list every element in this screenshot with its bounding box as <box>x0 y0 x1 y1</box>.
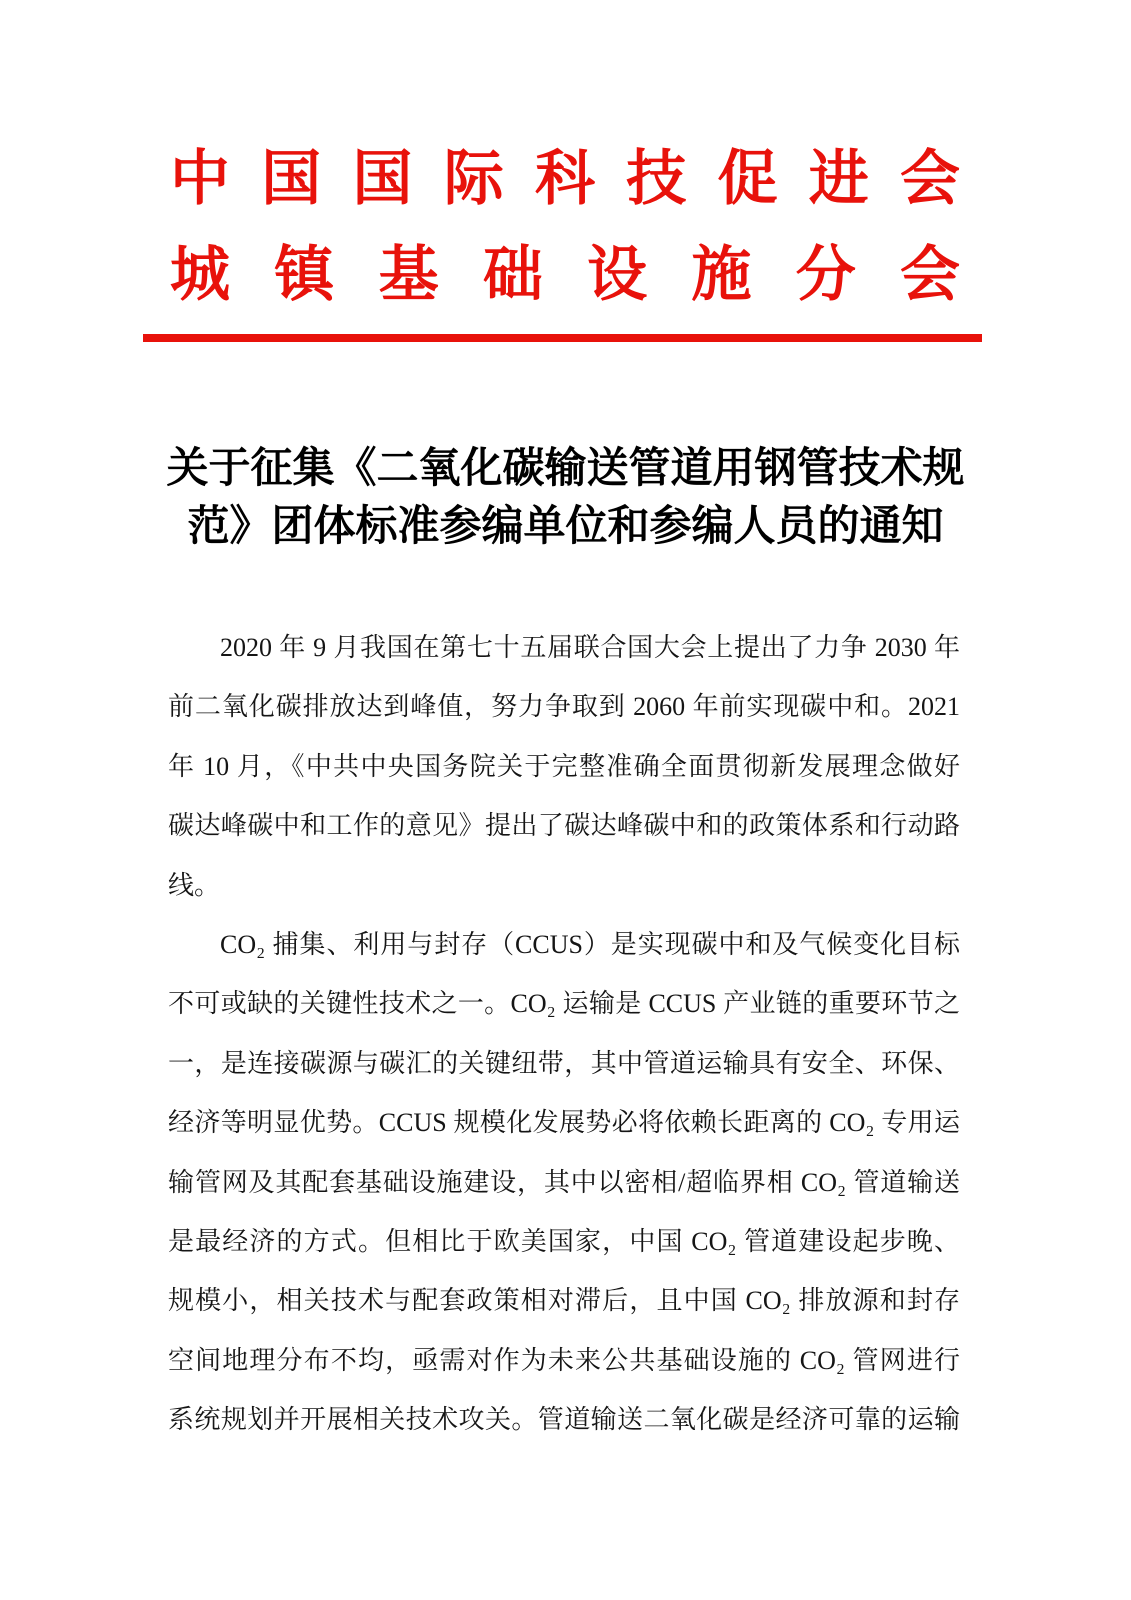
body-line: 经济等明显优势。CCUS 规模化发展势必将依赖长距离的 CO₂ 专用运 <box>168 1108 960 1138</box>
notice-title-line-1: 关于征集《二氧化碳输送管道用钢管技术规 <box>166 446 965 492</box>
notice-title <box>0 440 1131 556</box>
letterhead <box>170 146 960 308</box>
body-line: 前二氧化碳排放达到峰值，努力争取到 2060 年前实现碳中和。2021 <box>168 692 960 722</box>
notice-body <box>168 618 960 1449</box>
body-line: 线。 <box>168 870 221 900</box>
org-name-line-2: 城镇基础设施分会 <box>170 242 960 308</box>
body-line: 空间地理分布不均，亟需对作为未来公共基础设施的 CO₂ 管网进行 <box>168 1345 960 1375</box>
org-name-line-1: 中国国际科技促进会 <box>170 146 960 212</box>
letterhead-divider-rule <box>143 334 982 342</box>
body-line: CO₂ 捕集、利用与封存（CCUS）是实现碳中和及气候变化目标 <box>220 929 960 959</box>
body-line: 不可或缺的关键性技术之一。CO₂ 运输是 CCUS 产业链的重要环节之 <box>168 989 960 1019</box>
body-line: 是最经济的方式。但相比于欧美国家，中国 CO₂ 管道建设起步晚、 <box>168 1226 960 1256</box>
body-line: 一，是连接碳源与碳汇的关键纽带，其中管道运输具有安全、环保、 <box>168 1048 960 1078</box>
body-line: 系统规划并开展相关技术攻关。管道输送二氧化碳是经济可靠的运输 <box>168 1405 960 1435</box>
body-line: 规模小，相关技术与配套政策相对滞后，且中国 CO₂ 排放源和封存 <box>168 1286 960 1316</box>
body-line: 输管网及其配套基础设施建设，其中以密相/超临界相 CO₂ 管道输送 <box>168 1167 960 1197</box>
notice-title-line-2: 范》团体标准参编单位和参编人员的通知 <box>187 504 944 550</box>
body-line: 碳达峰碳中和工作的意见》提出了碳达峰碳中和的政策体系和行动路 <box>168 811 960 841</box>
body-line: 年 10 月，《中共中央国务院关于完整准确全面贯彻新发展理念做好 <box>168 751 960 781</box>
body-line: 2020 年 9 月我国在第七十五届联合国大会上提出了力争 2030 年 <box>220 633 960 662</box>
